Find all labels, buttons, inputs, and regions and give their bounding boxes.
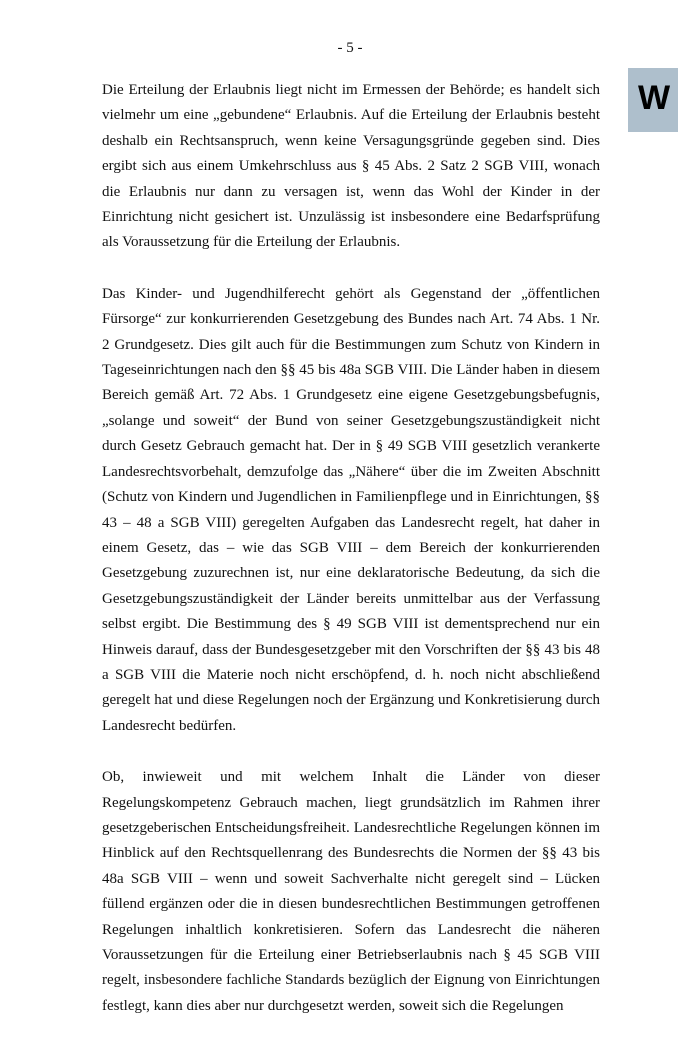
document-body xyxy=(102,78,600,1045)
paragraph-2: Das Kinder- und Jugendhilferecht gehört als Gegenstand der „öffentlichen Fürsorge“ zur konkurrierenden Gesetzgebung des Bundes nach Art. 74 Abs. 1 Nr. 2 Grundgesetz. Dies gilt auch für die Bestimmungen zum Schutz von Kindern in Tageseinrichtungen nach den §§ 45 bis 48a SGB VIII. Die Länder haben in diesem Bereich gemäß Art. 72 Abs. 1 Grundgesetz eine eigene Gesetzgebungsbefugnis, „solange und soweit“ der Bund von seiner Gesetzgebungszuständigkeit nicht durch Gesetz Gebrauch gemacht hat. Der in § 49 SGB VIII gesetzlich verankerte Landesrechtsvorbehalt, demzufolge das „Nähere“ über die im Zweiten Abschnitt (Schutz von Kindern und Jugendlichen in Familienpflege und in Einrichtungen, §§ 43 – 48 a SGB VIII) geregelten Aufgaben das Landesrecht regelt, hat daher in einem Gesetz, das – wie das SGB VIII – dem Bereich der konkurrierenden Gesetzgebung zuzurechnen ist, nur eine deklaratorische Bedeutung, da sich die Gesetzgebungszuständigkeit der Länder bereits unmittelbar aus der Verfassung selbst ergibt. Die Bestimmung des § 49 SGB VIII ist dementsprechend nur ein Hinweis darauf, dass der Bundesgesetzgeber mit den Vorschriften der §§ 43 bis 48 a SGB VIII die Materie noch nicht erschöpfend, d. h. noch nicht abschließend geregelt hat und diese Regelungen noch der Ergänzung und Konkretisierung durch Landesrecht bedürfen. xyxy=(102,285,600,734)
page-number: - 5 - xyxy=(337,40,363,56)
paragraph-3: Ob, inwieweit und mit welchem Inhalt die Länder von dieser Regelungskompetenz Gebrauch machen, liegt grundsätzlich im Rahmen ihrer gesetzgeberischen Entscheidungsfreiheit. Landesrechtliche Regelungen können im Hinblick auf den Rechtsquellenrang des Bundesrechts die Normen der §§ 43 bis 48a SGB VIII – wenn und soweit Sachverhalte nicht geregelt sind – Lücken füllend ergänzen oder die in diesen bundesrechtlichen Bestimmungen getroffenen Regelungen inhaltlich konkretisieren. Sofern das Landesrecht die näheren Voraussetzungen für die Erteilung einer Betriebserlaubnis nach § 45 SGB VIII regelt, insbesondere fachliche Standards bezüglich der Eignung von Einrichtungen festlegt, kann dies aber nur durchgesetzt werden, soweit sich die Regelungen xyxy=(102,769,600,1014)
badge-letter: W xyxy=(637,78,669,117)
paragraph-1: Die Erteilung der Erlaubnis liegt nicht im Ermessen der Behörde; es handelt sich vielmehr um eine „gebundene“ Erlaubnis. Auf die Erteilung der Erlaubnis besteht deshalb ein Rechtsanspruch, wenn keine Versagungsgründe gegeben sind. Dies ergibt sich aus einem Umkehrschluss aus § 45 Abs. 2 Satz 2 SGB VIII, wonach die Erlaubnis nur dann zu versagen ist, wenn das Wohl der Kinder in der Einrichtung nicht gesichert ist. Unzulässig ist insbesondere eine Bedarfsprüfung als Voraussetzung für die Erteilung der Erlaubnis. xyxy=(102,82,600,251)
corner-badge xyxy=(628,68,678,132)
